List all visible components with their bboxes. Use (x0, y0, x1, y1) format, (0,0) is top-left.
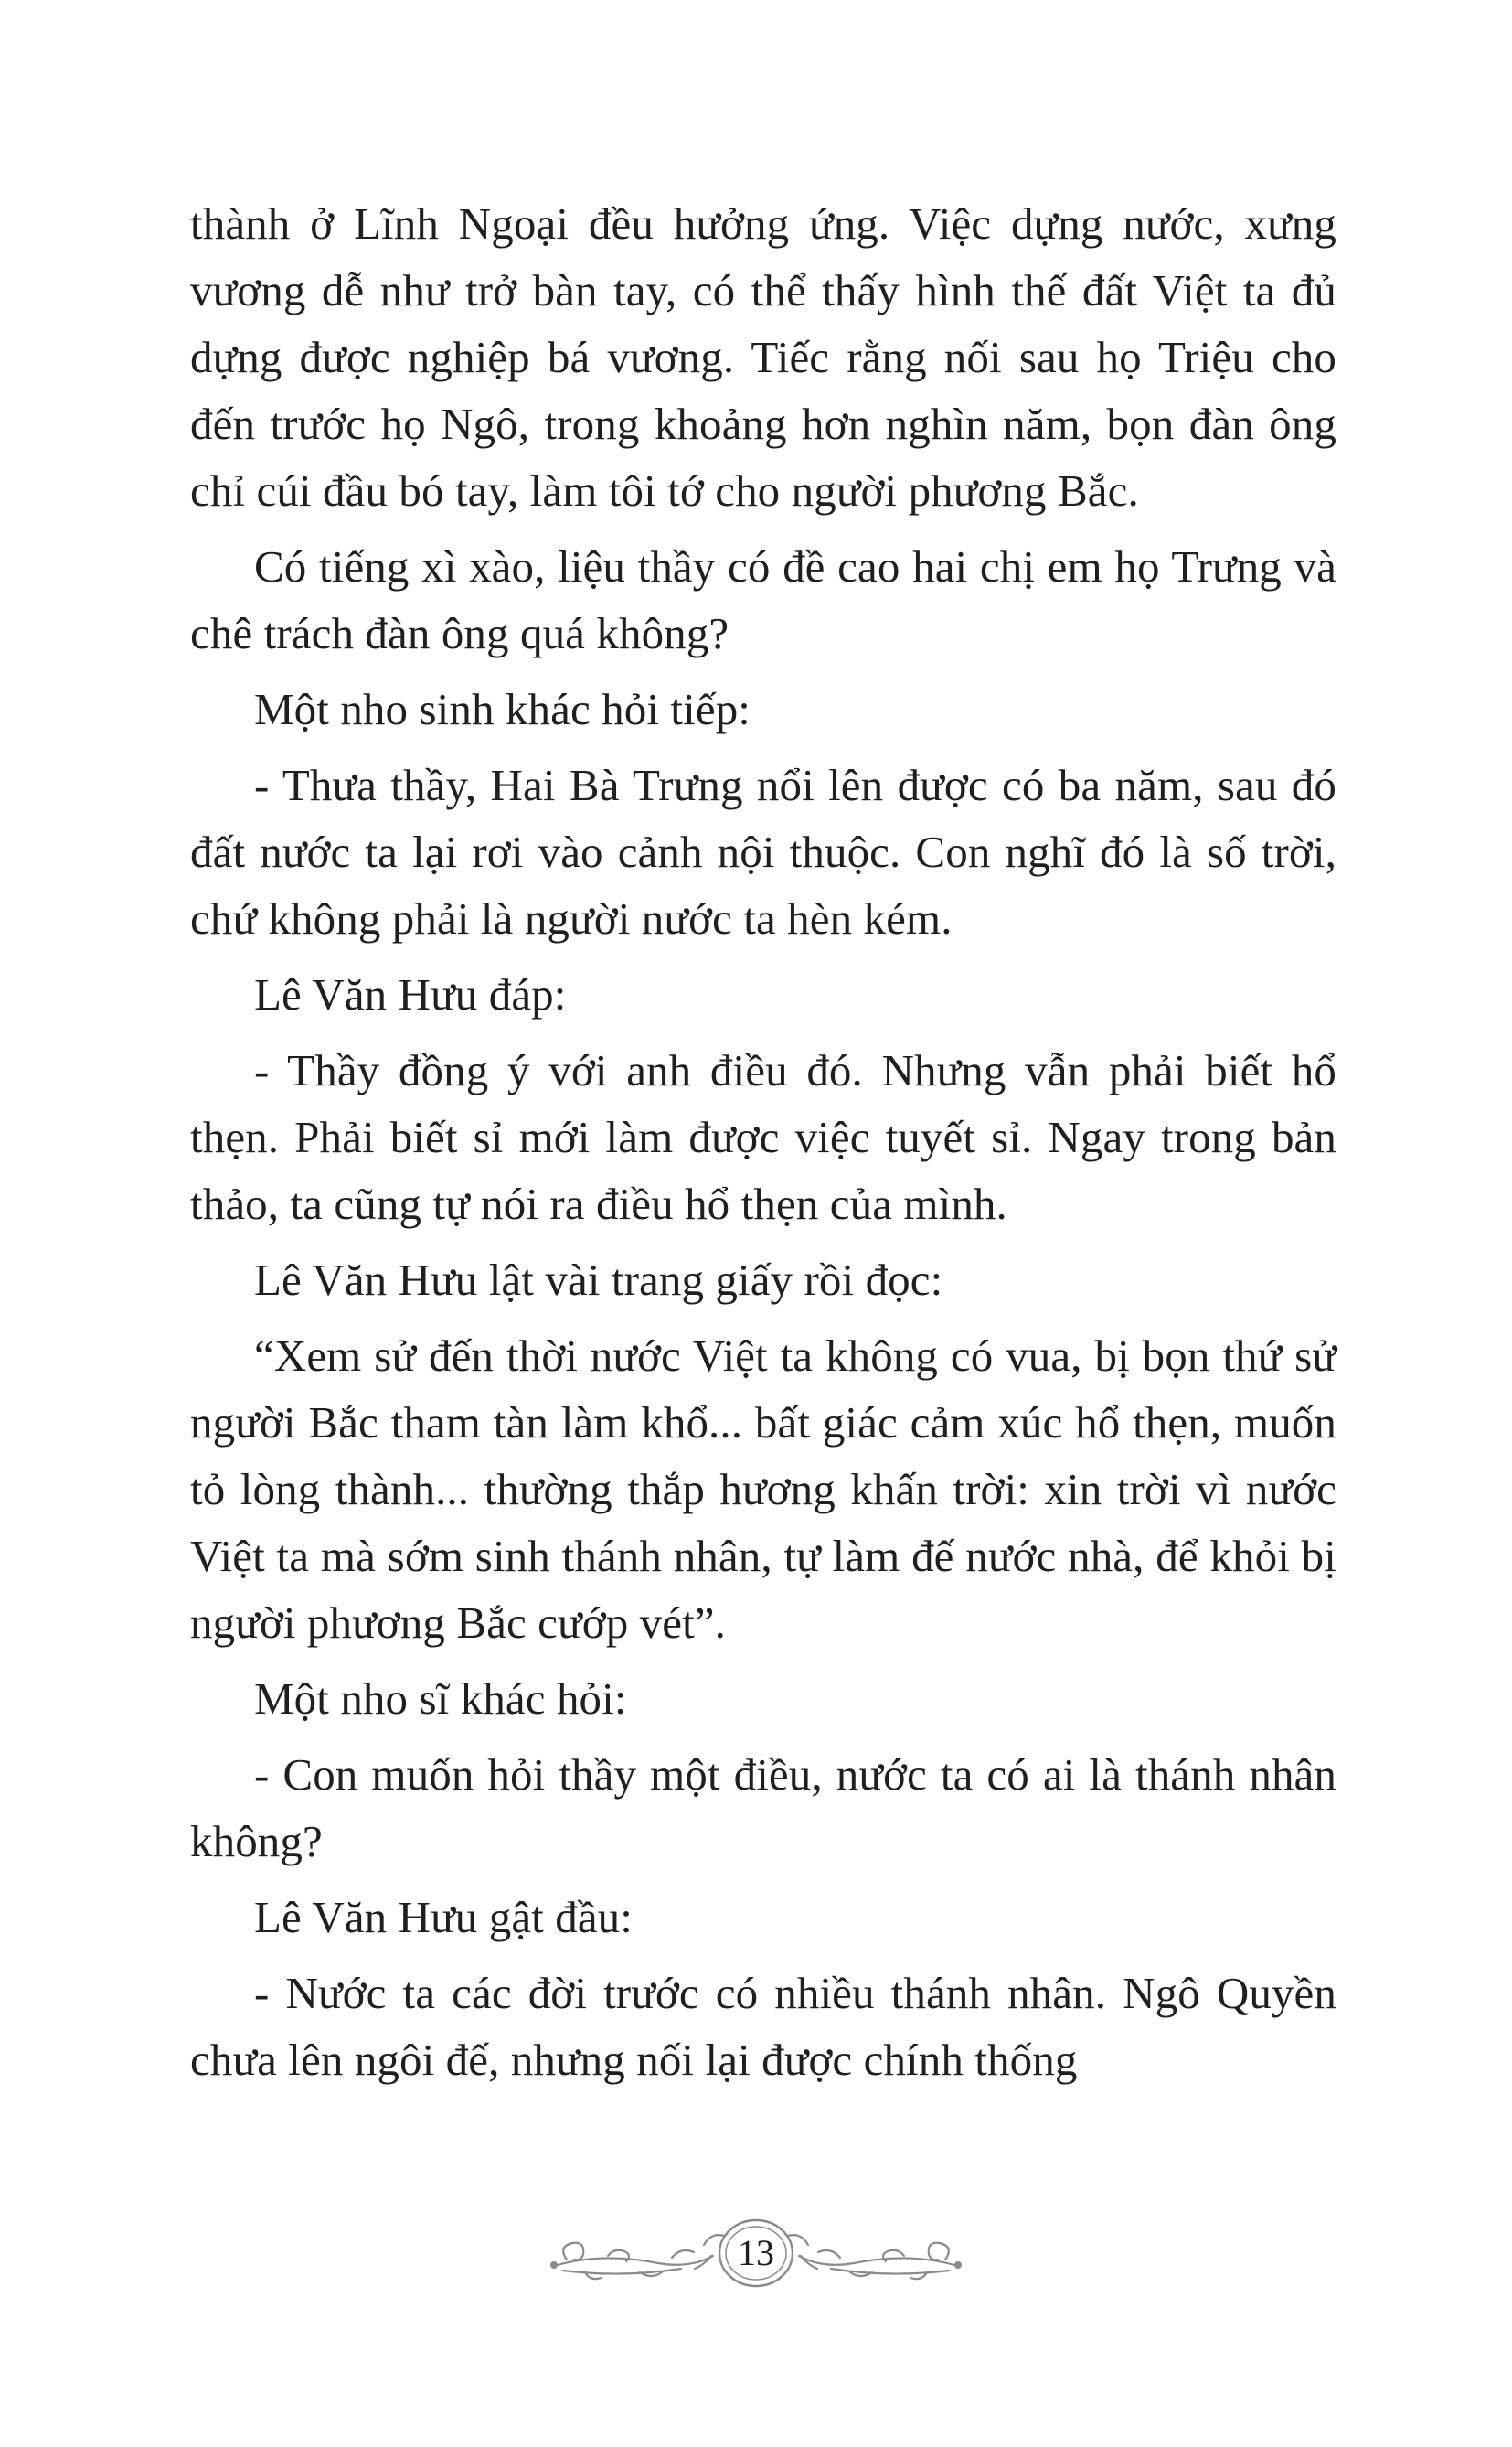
paragraph-1: thành ở Lĩnh Ngoại đều hưởng ứng. Việc dựng nước, xưng vương dễ như trở bàn tay, có thể thấy hình thế đất Việt ta đủ dựng được nghiệp bá vương. Tiếc rằng nối sau họ Triệu cho đến trước họ Ngô, trong khoảng hơn nghìn năm, bọn đàn ông chỉ cúi đầu bó tay, làm tôi tớ cho người phương Bắc. (190, 198, 1336, 516)
paragraph-2: Có tiếng xì xào, liệu thầy có đề cao hai chị em họ Trưng và chê trách đàn ông quá không? (190, 541, 1336, 658)
paragraph-3: Một nho sinh khác hỏi tiếp: (254, 684, 751, 734)
paragraph-4: - Thưa thầy, Hai Bà Trưng nổi lên được có ba năm, sau đó đất nước ta lại rơi vào cảnh nội thuộc. Con nghĩ đó là số trời, chứ không phải là người nước ta hèn kém. (190, 760, 1336, 944)
paragraph-6: - Thầy đồng ý với anh điều đó. Nhưng vẫn phải biết hổ thẹn. Phải biết sỉ mới làm được việc tuyết sỉ. Ngay trong bản thảo, ta cũng tự nói ra điều hổ thẹn của mình. (190, 1045, 1336, 1229)
paragraph-5: Lê Văn Hưu đáp: (254, 969, 567, 1020)
paragraph-12: - Nước ta các đời trước có nhiều thánh nhân. Ngô Quyền chưa lên ngôi đế, nhưng nối lại được chính thống (190, 1968, 1336, 2085)
paragraph-9: Một nho sĩ khác hỏi: (254, 1673, 627, 1724)
paragraph-7: Lê Văn Hưu lật vài trang giấy rồi đọc: (254, 1255, 943, 1305)
paragraph-8: “Xem sử đến thời nước Việt ta không có vua, bị bọn thứ sử người Bắc tham tàn làm khổ... bất giác cảm xúc hổ thẹn, muốn tỏ lòng thành... thường thắp hương khấn trời: xin trời vì nước Việt ta mà sớm sinh thánh nhân, tự làm đế nước nhà, để khỏi bị người phương Bắc cướp vét”. (190, 1330, 1336, 1648)
paragraph-11: Lê Văn Hưu gật đầu: (254, 1892, 633, 1942)
page-number: 13 (738, 2232, 774, 2273)
paragraph-10: - Con muốn hỏi thầy một điều, nước ta có ai là thánh nhân không? (190, 1749, 1336, 1866)
body-text (190, 190, 1336, 2102)
